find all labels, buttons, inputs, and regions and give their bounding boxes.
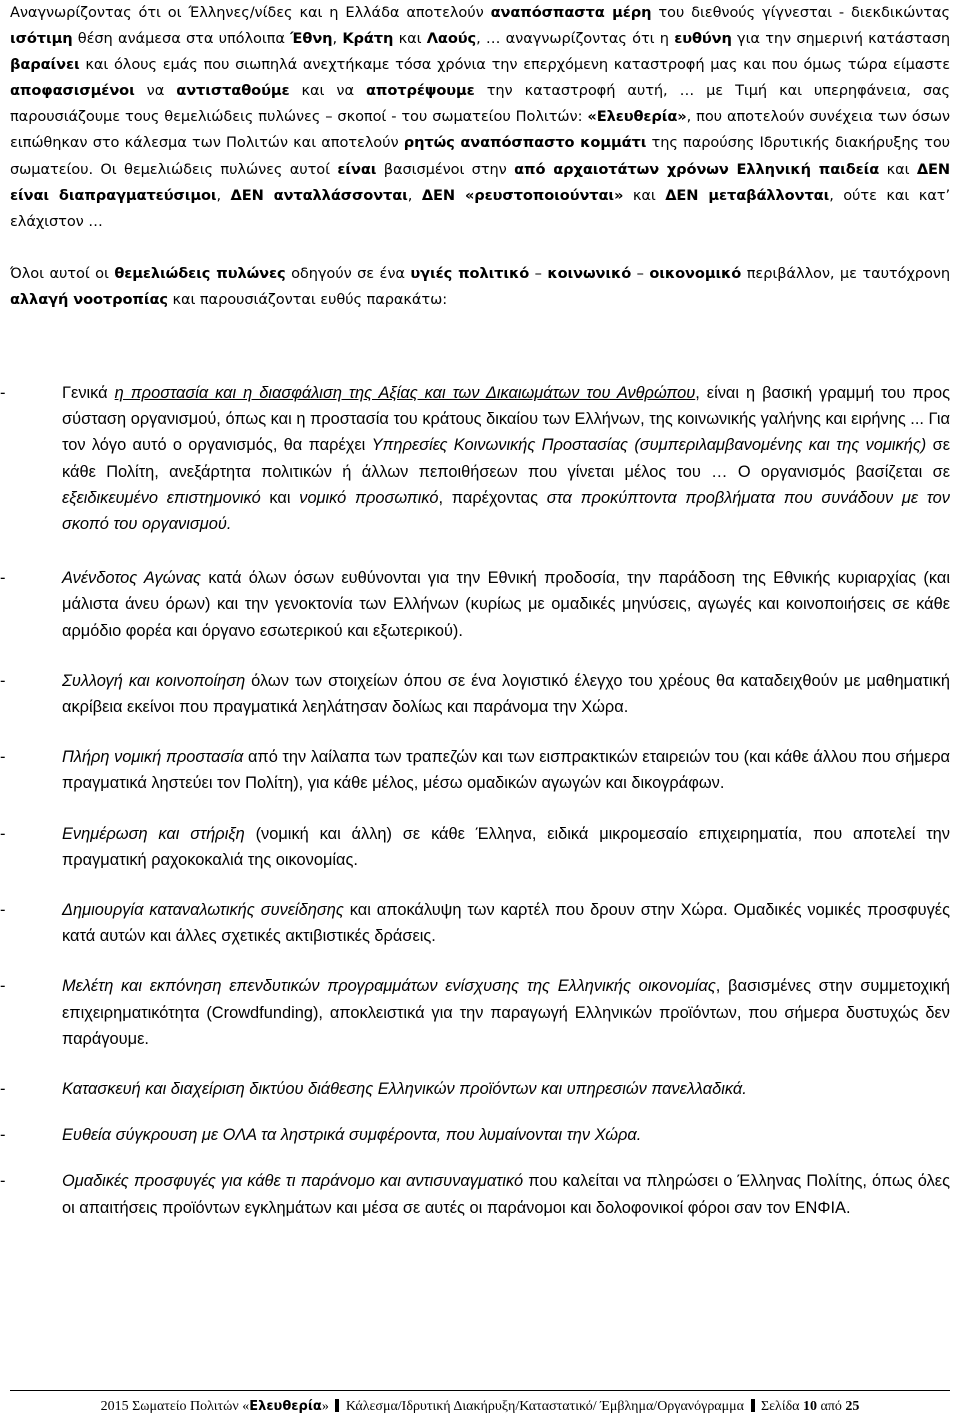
text-run: , [407,186,422,204]
text-run: και [623,186,666,204]
intro-paragraph-2 [10,261,950,313]
bold-text: υγιές πολιτικό [410,264,530,282]
list-dash: - [0,824,6,843]
text-run: και παρουσιάζονται ευθύς παρακάτω: [167,290,448,308]
list-dash: - [0,1126,6,1145]
page-footer [10,1398,950,1416]
text-run: και όλους εμάς που σιωπηλά ανεχτήκαμε τόσα χρόνια την επερχόμενη καταστροφή μας και που όμως τώρα είμαστε [79,56,950,74]
bold-text: Λαούς [426,30,477,48]
text-run: για την σημερινή κατάσταση [731,30,951,48]
list-dash: - [0,384,6,402]
bold-text: από αρχαιοτάτων χρόνων Ελληνική παιδεία [514,160,880,178]
italic-text: εξειδικευμένο επιστημονικό [62,488,261,507]
list-item [0,973,951,1052]
bold-text: «Ελευθερία» [587,108,687,126]
list-dash: - [0,901,6,920]
list-item [0,744,951,796]
italic-text: Ομαδικές προσφυγές για κάθε τι παράνομο και αντισυναγματικό [62,1172,524,1191]
italic-text: Κατασκευή και διαχείριση δικτύου διάθεσης Ελληνικών προϊόντων και υπηρεσιών πανελλαδικά. [62,1080,747,1099]
page-number: 10 [803,1399,818,1414]
list-dash: - [0,671,6,690]
text-run: και να [289,82,366,100]
footer-prefix: 2015 Σωματείο Πολιτών « [100,1399,250,1414]
bold-text: ευθύνη [674,30,732,48]
footer-page-label: Σελίδα [761,1399,800,1414]
bold-text: είναι [337,160,377,178]
text-run: και [393,30,427,48]
footer-of-label: από [820,1399,842,1414]
list-item-text [62,748,950,792]
italic-text: Δημιουργία καταναλωτικής συνείδησης [62,901,344,920]
list-dash: - [0,1080,6,1099]
text-run: , που αποτελούν συνέχεια των όσων ειπώθηκαν στο κάλεσμα των Πολιτών και αποτελούν [10,108,950,152]
bold-text: οικονομικό [649,264,742,282]
italic-text: Ανένδοτος Αγώνας [62,569,202,588]
text-run: Όλοι αυτοί οι [10,264,115,282]
list-item-text [62,977,950,1047]
list-item [0,668,950,720]
list-item [0,380,950,537]
text-run: οδηγούν σε ένα [285,264,411,282]
bold-text: ΔΕΝ μεταβάλλονται [665,186,830,204]
text-run: , παρέχοντας [438,488,547,507]
bold-text: ΔΕΝ ανταλλάσσονται [230,186,408,204]
bold-text: αποφασισμένοι [10,82,135,100]
text-run: – [529,264,548,282]
intro-paragraph-1 [10,0,950,235]
text-run: , βασισμένες στην συμμετοχική επιχειρηματικότητα (Crowdfunding), αποκλειστικά για την παραγωγή Ελληνικών προϊόντων, που σήμερα δυστυχώς δεν παράγουμε. [62,977,951,1048]
text-run: , είναι η βασική γραμμή του προς σύσταση οργανισμού, όπως και η προστασία του κράτους δικαίου των Ελλήνων, της κοινωνικής γαλήνης και ειρήνης ... Για τον λόγο αυτό ο οργανισμός, θα παρέχει [62,384,950,455]
list-item [0,565,950,644]
text-run: του διεθνούς γίγνεσται - διεκδικώντας [651,4,951,21]
text-run: σε κάθε Πολίτη, ανεξάρτητα πολιτικών ή άλλων πεποιθήσεων που γίνεται μέλος του … Ο οργανισμός βασίζεται σε [62,436,950,481]
bold-text: ισότιμη [10,30,73,48]
text-run: περιβάλλον, με ταυτόχρονη [741,264,950,282]
text-run: , … αναγνωρίζοντας ότι η [476,30,675,48]
footer-suffix: » [321,1399,329,1414]
list-item [0,1076,950,1102]
list-item [0,1168,950,1220]
text-run: να [134,82,177,100]
text-run: που καλείται να πληρώσει ο Έλληνας Πολίτης, όπως όλες οι απαιτήσεις προϊόντων εγκλημάτων και μέσα σε αυτές οι παράνομοι και δολοφονικοί φόροι σαν τον ΕΝΦΙΑ. [62,1172,950,1217]
italic-text: Μελέτη και εκπόνηση επενδυτικών προγραμμάτων ενίσχυσης της Ελληνικής οικονομίας [62,977,716,996]
text-run: , [332,30,343,48]
text-run: από την λαίλαπα των τραπεζών και των εισπρακτικών εταιρειών του (και κάθε άλλου που σήμερα πραγματικά ληστεύει τον Πολίτη), για κάθε μέλος, μέσω ομαδικών αγωγών και δικογράφων. [62,748,951,793]
bold-text: κοινωνικό [547,264,632,282]
footer-separator [751,1399,755,1412]
list-dash: - [0,1172,6,1191]
list-item-text [62,569,950,639]
italic-text: η προστασία και η διασφάλιση της Αξίας και των Δικαιωμάτων του Ανθρώπου [114,384,696,402]
intro [10,0,950,313]
footer-separator [335,1399,339,1412]
list-item-text [62,672,950,716]
italic-text: Ενημέρωση και στήριξη [62,824,245,843]
bold-text: αντισταθούμε [176,82,290,100]
list-item [0,1122,950,1148]
bold-text: θεμελιώδεις πυλώνες [114,264,286,282]
italic-text: Ευθεία σύγκρουση με ΟΛΑ τα ληστρικά συμφέροντα, που λυμαίνονται την Χώρα. [62,1126,642,1145]
text-run: (νομική και άλλη) σε κάθε Έλληνα, ειδικά μικρομεσαίο επιχειρηματία, που αποτελεί την πραγματική ραχοκοκαλιά της οικονομίας. [62,824,950,869]
footer-doc-title: Κάλεσμα/Ιδρυτική Διακήρυξη/Καταστατικό/ Έμβλημα/Οργανόγραμμα [345,1399,744,1414]
text-run: βασισμένοι στην [376,160,515,178]
bold-text: Έθνη [290,30,333,48]
list-item-text [62,825,950,869]
text-run: και [260,488,300,507]
italic-text: νομικό προσωπικό [299,488,439,507]
italic-text: Συλλογή και κοινοποίηση [62,671,246,690]
bold-text: αποτρέψουμε [365,82,475,100]
text-run: Αναγνωρίζοντας ότι οι Έλληνες/νίδες και η Ελλάδα αποτελούν [10,4,491,21]
pillars-list [0,380,951,1221]
bold-text: Κράτη [342,30,394,48]
total-pages: 25 [845,1399,860,1414]
text-run: , ούτε και κατ’ ελάχιστον … [10,186,950,230]
text-run: και [879,160,917,178]
list-item-text [62,1126,641,1144]
list-item [0,821,950,873]
list-item-text [62,1080,747,1098]
bold-text: ΔΕΝ «ρευστοποιούνται» [421,186,624,204]
italic-text: Πλήρη νομική προστασία [62,748,244,767]
text-run: κατά όλων όσων ευθύνονται για την Εθνική προδοσία, την παράδοση της Εθνικής κυριαρχίας (και μάλιστα άνευ όρων) και την γενοκτονία των Ελλήνων (κυρίως με ομαδικές μηνύσεις, αγωγές και κοινοποιήσεις σε κάθε αρμόδιο φορέα και όργανο εσωτερικού και εξωτερικού). [62,569,950,640]
list-dash: - [0,977,6,996]
italic-text: στα προκύπτοντα προβλήματα που συνάδουν με τον σκοπό του οργανισμού. [62,488,950,534]
italic-text: Υπηρεσίες Κοινωνικής Προστασίας (συμπεριλαμβανομένης και της νομικής) [371,436,927,455]
list-item [0,897,950,949]
footer-brand: Ελευθερία [249,1399,322,1414]
text-run: όλων των στοιχείων όπου σε ένα λογιστικό έλεγχο του χρέους θα καταδειχθούν με μαθηματική ακρίβεια εκείνοι που πραγματικά λεηλάτησαν δολίως και παράνομα την Χώρα. [62,671,950,717]
list-dash: - [0,569,6,588]
bold-text: αναπόσπαστα μέρη [490,4,652,21]
text-run: θέση ανάμεσα στα υπόλοιπα [72,30,291,48]
bold-text: ρητώς αναπόσπαστο κομμάτι [403,134,647,152]
list-item-text [62,901,950,945]
bold-text: βαραίνει [10,56,80,74]
list-dash: - [0,748,6,767]
list-item-text [62,1172,950,1216]
footer-divider [10,1390,950,1391]
bold-text: ΔΕΝ είναι διαπραγματεύσιμοι [10,160,951,204]
list-item-text [62,384,950,533]
bold-text: αλλαγή νοοτροπίας [10,290,168,308]
text-run: και αποκάλυψη των καρτέλ που δρουν στην Χώρα. Ομαδικές νομικές προσφυγές κατά αυτών και άλλες σχετικές ακτιβιστικές δράσεις. [62,901,950,946]
text-run: , [216,186,231,204]
text-run: της παρούσης Ιδρυτικής διακήρυξης του σωματείου. Οι θεμελιώδεις πυλώνες αυτοί [10,134,951,178]
text-run: – [631,264,650,282]
text-run: Γενικά [62,384,115,402]
text-run: την καταστροφή αυτή, … με Τιμή και υπερηφάνεια, σας παρουσιάζουμε τους θεμελιώδεις πυλώνες – σκοποί - του σωματείου Πολιτών: [10,82,950,126]
